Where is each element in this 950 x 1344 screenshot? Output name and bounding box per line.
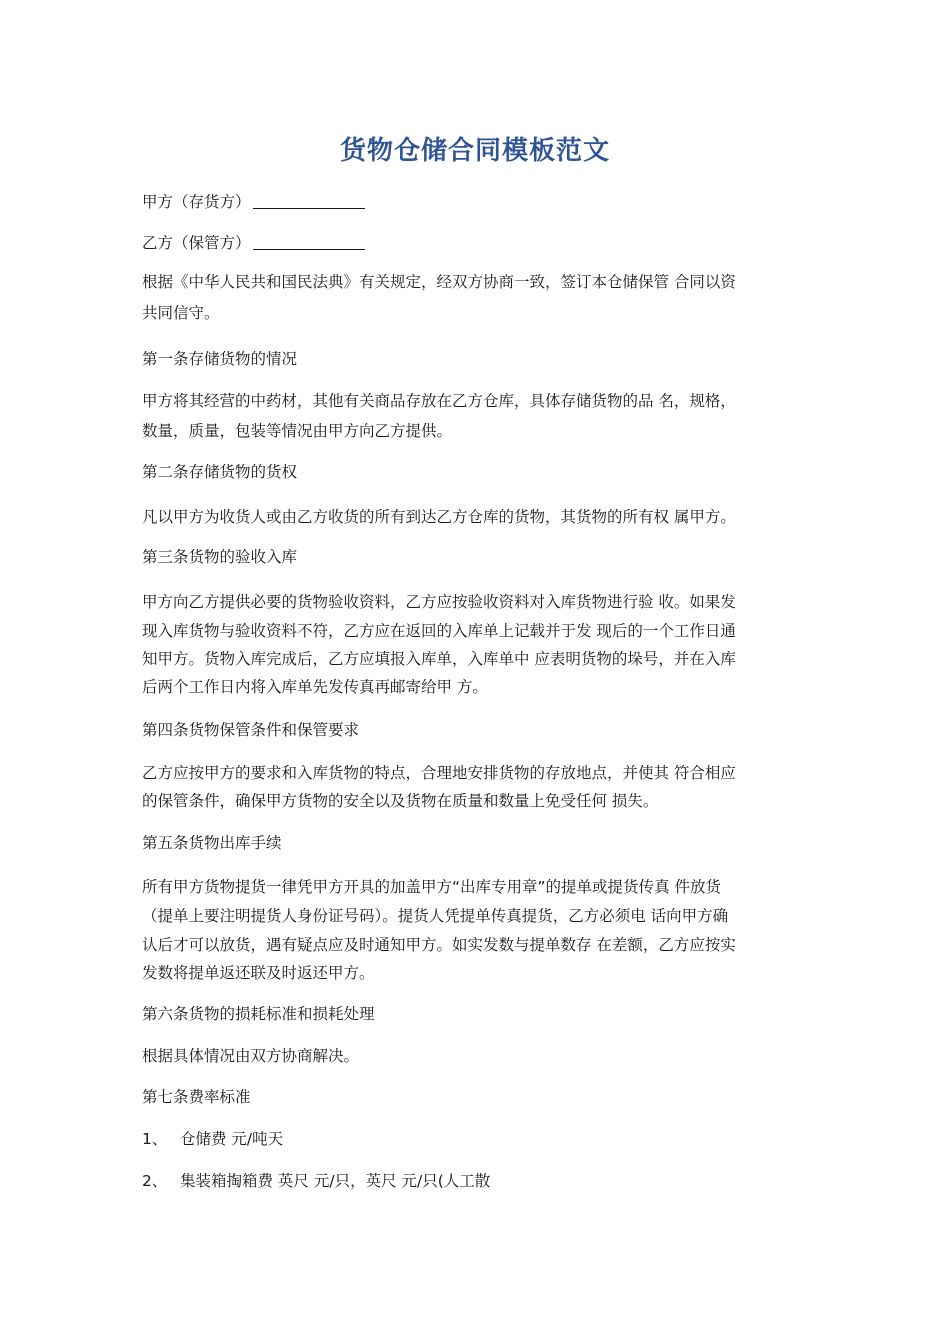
paragraph-line: （提单上要注明提货人身份证号码）。提货人凭提单传真提货，乙方必须电 话向甲方确 — [142, 907, 729, 925]
party-a-blank — [253, 192, 365, 209]
section-heading: 第一条存储货物的情况 — [142, 350, 298, 368]
party-a-line — [142, 188, 802, 217]
section-heading: 第三条货物的验收入库 — [142, 548, 298, 566]
paragraph-line: 共同信守。 — [142, 304, 220, 322]
fee-item — [142, 1125, 802, 1154]
party-b-label: 乙方（保管方） — [142, 234, 251, 252]
paragraph-line: 根据《中华人民共和国民法典》有关规定，经双方协商一致，签订本仓储保管 合同以资 — [142, 273, 736, 291]
fee-item-text: 集装箱掏箱费 英尺 元/只，英尺 元/只(人工散 — [180, 1172, 491, 1190]
fee-item-number: 2、 — [142, 1172, 168, 1190]
paragraph-line: 数量，质量，包装等情况由甲方向乙方提供。 — [142, 422, 453, 440]
paragraph-line: 发数将提单返还联及时返还甲方。 — [142, 964, 375, 982]
paragraph-line: 知甲方。货物入库完成后，乙方应填报入库单，入库单中 应表明货物的垛号，并在入库 — [142, 650, 736, 668]
party-b-line — [142, 229, 802, 258]
party-a-label: 甲方（存货方） — [142, 193, 251, 211]
fee-item-number: 1、 — [142, 1130, 168, 1148]
party-b-blank — [253, 233, 365, 250]
section-heading: 第二条存储货物的货权 — [142, 463, 298, 481]
paragraph-line: 认后才可以放货，遇有疑点应及时通知甲方。如实发数与提单数存 在差额，乙方应按实 — [142, 936, 736, 954]
paragraph-line: 甲方向乙方提供必要的货物验收资料，乙方应按验收资料对入库货物进行验 收。如果发 — [142, 593, 736, 611]
paragraph-line: 乙方应按甲方的要求和入库货物的特点，合理地安排货物的存放地点，并使其 符合相应 — [142, 764, 736, 782]
paragraph-line: 根据具体情况由双方协商解决。 — [142, 1047, 360, 1065]
section-heading: 第五条货物出库手续 — [142, 834, 282, 852]
paragraph-line: 的保管条件，确保甲方货物的安全以及货物在质量和数量上免受任何 损失。 — [142, 792, 659, 810]
fee-item — [142, 1167, 802, 1196]
fee-item-text: 仓储费 元/吨天 — [180, 1130, 284, 1148]
paragraph-line: 现入库货物与验收资料不符，乙方应在返回的入库单上记载并于发 现后的一个工作日通 — [142, 622, 736, 640]
section-heading: 第七条费率标准 — [142, 1088, 251, 1106]
section-heading: 第四条货物保管条件和保管要求 — [142, 721, 360, 739]
section-heading: 第六条货物的损耗标准和损耗处理 — [142, 1005, 375, 1023]
paragraph-line: 甲方将其经营的中药材，其他有关商品存放在乙方仓库，具体存储货物的品 名，规格， — [142, 392, 736, 410]
paragraph-line: 后两个工作日内将入库单先发传真再邮寄给甲 方。 — [142, 678, 488, 696]
document-title: 货物仓储合同模板范文 — [339, 136, 610, 166]
paragraph-line: 凡以甲方为收货人或由乙方收货的所有到达乙方仓库的货物，其货物的所有权 属甲方。 — [142, 508, 736, 526]
paragraph-line: 所有甲方货物提货一律凭甲方开具的加盖甲方“出库专用章”的提单或提货传真 件放货 — [142, 878, 721, 896]
